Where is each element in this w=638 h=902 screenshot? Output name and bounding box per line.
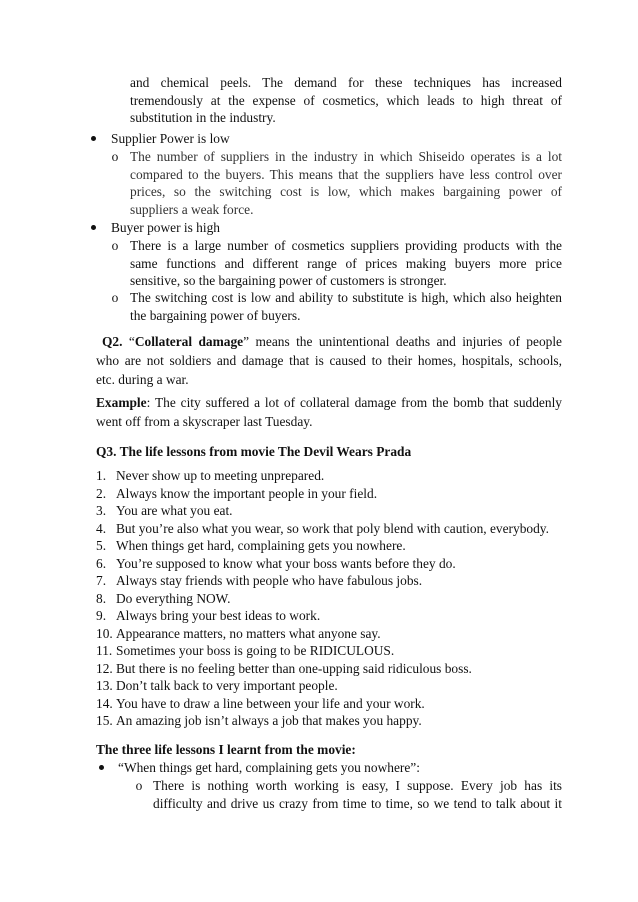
supplier-power-title: Supplier Power is low (111, 131, 230, 146)
text-line: The number of suppliers in the industry in which Shiseido operates is a lot (130, 149, 562, 164)
example-text: went off from a skyscraper last Tuesday. (96, 414, 313, 429)
list-item: 14. You have to draw a line between your life and your work. (96, 696, 425, 711)
text-line: same functions and different range of prices making buyers more price (130, 255, 562, 271)
buyer-power-title: Buyer power is high (111, 220, 220, 235)
list-item: 1. Never show up to meeting unprepared. (96, 468, 325, 483)
text-line: difficulty and drive us crazy from time to time, so we tend to talk about it (153, 795, 562, 811)
buyer-power-detail-1 (130, 237, 562, 290)
text-line: tremendously at the expense of cosmetics, which leads to high threat of (130, 92, 562, 108)
text-line: The switching cost is low and ability to substitute is high, which also heighten (130, 290, 562, 305)
list-item: 12. But there is no feeling better than one-upping said ridiculous boss. (96, 661, 472, 676)
list-item: 15. An amazing job isn’t always a job that makes you happy. (96, 713, 422, 728)
sub-bullet-marker: o (111, 238, 119, 253)
list-item: 10. Appearance matters, no matters what anyone say. (96, 626, 381, 641)
text-line: prices, so the switching cost is low, which makes bargaining power of (130, 184, 562, 200)
list-item: 5. When things get hard, complaining gets you nowhere. (96, 538, 406, 553)
sub-bullet-marker: o (111, 149, 119, 164)
list-item: 7. Always stay friends with people who have fabulous jobs. (96, 573, 423, 588)
q2-def-line: who are not soldiers and damage that is caused to their homes, hospitals, schools, (96, 353, 562, 368)
list-item: 2. Always know the important people in your field. (96, 486, 378, 501)
open-quote: “ (128, 334, 135, 349)
text-line: compared to the buyers. This means that the suppliers have less control over (130, 166, 562, 182)
sub-bullet-marker: o (111, 290, 119, 305)
q2-example (96, 393, 562, 431)
bullet-icon (88, 128, 98, 146)
q2-term: Collateral damage (134, 334, 244, 349)
list-item: 6. You’re supposed to know what your boss wants before they do. (96, 556, 456, 571)
list-item: 9. Always bring your best ideas to work. (96, 608, 321, 623)
text-line: suppliers a weak force. (130, 201, 254, 217)
list-item: 3. You are what you eat. (96, 503, 233, 518)
text-line: sensitive, so the bargaining power of customers is stronger. (130, 273, 447, 289)
text-line: the bargaining power of buyers. (130, 307, 301, 323)
q2-def-line: ” means the unintentional deaths and injuries of people (243, 334, 562, 349)
example-text: : The city suffered a lot of collateral damage from the bomb that suddenly (146, 395, 562, 410)
text-line: and chemical peels. The demand for these techniques has increased (130, 75, 562, 90)
q2-label: Q2. (102, 334, 123, 349)
list-item: 13. Don’t talk back to very important people. (96, 678, 338, 693)
text-line: There is nothing worth working is easy, I suppose. Every job has its (153, 778, 562, 793)
list-item: 4. But you’re also what you wear, so work that poly blend with caution, everybody. (96, 521, 549, 536)
text-line: substitution in the industry. (130, 110, 276, 126)
three-lessons-heading: The three life lessons I learnt from the movie: (96, 742, 356, 757)
list-item: 11. Sometimes your boss is going to be RIDICULOUS. (96, 643, 395, 658)
sub-bullet-marker: o (135, 778, 143, 793)
q2-definition (96, 332, 562, 389)
q2-def-line: etc. during a war. (96, 372, 189, 387)
q3-heading: Q3. The life lessons from movie The Devil Wears Prada (96, 444, 412, 459)
bullet-icon (88, 217, 98, 235)
example-label: Example (96, 395, 147, 410)
supplier-power-detail (130, 148, 562, 218)
lesson-1-title: “When things get hard, complaining gets you nowhere”: (118, 760, 420, 775)
buyer-power-detail-2 (130, 289, 562, 324)
bullet-icon (96, 757, 106, 775)
lesson-1-detail (153, 777, 562, 812)
text-line: There is a large number of cosmetics suppliers providing products with the (130, 238, 562, 253)
list-item: 8. Do everything NOW. (96, 591, 231, 606)
continuation-text (130, 74, 562, 127)
